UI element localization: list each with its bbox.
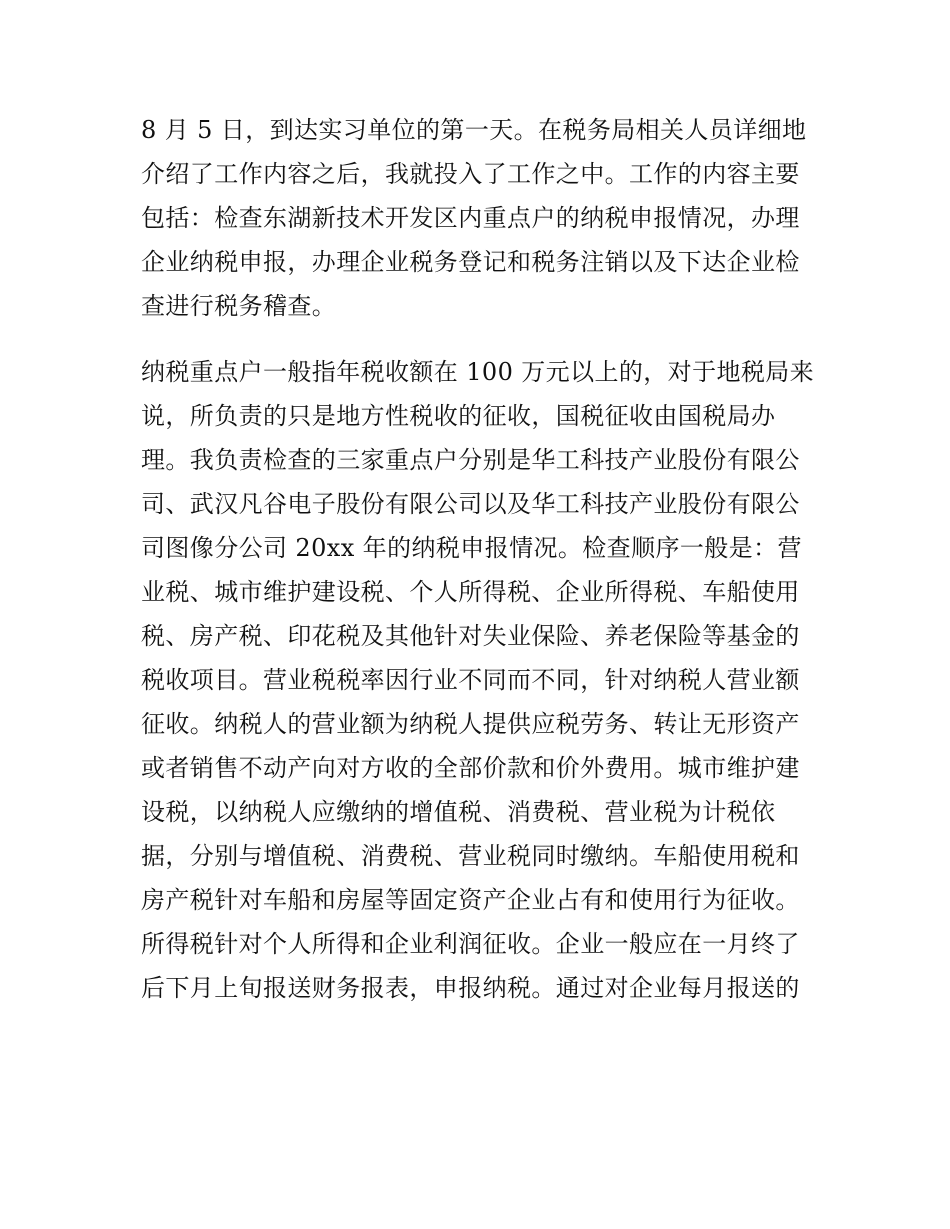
text-line: 税、房产税、印花税及其他针对失业保险、养老保险等基金的: [141, 622, 800, 650]
paragraph-internship-first-day: [141, 108, 813, 328]
text-line: 业税、城市维护建设税、个人所得税、企业所得税、车船使用: [141, 578, 800, 606]
text-line: 介绍了工作内容之后，我就投入了工作之中。工作的内容主要: [141, 160, 800, 188]
text-line: 后下月上旬报送财务报表，申报纳税。通过对企业每月报送的: [141, 974, 800, 1002]
paragraph-key-taxpayers: [141, 350, 813, 1010]
text-line: 说，所负责的只是地方性税收的征收，国税征收由国税局办: [141, 402, 776, 430]
text-line: 司、武汉凡谷电子股份有限公司以及华工科技产业股份有限公: [141, 490, 800, 518]
text-line: 理。我负责检查的三家重点户分别是华工科技产业股份有限公: [141, 446, 800, 474]
text-line: 司图像分公司 20xx 年的纳税申报情况。检查顺序一般是：营: [141, 534, 802, 562]
text-line: 或者销售不动产向对方收的全部价款和价外费用。城市维护建: [141, 754, 800, 782]
text-line: 纳税重点户一般指年税收额在 100 万元以上的，对于地税局来: [141, 358, 815, 386]
text-line: 税收项目。营业税税率因行业不同而不同，针对纳税人营业额: [141, 666, 800, 694]
text-line: 据，分别与增值税、消费税、营业税同时缴纳。车船使用税和: [141, 842, 800, 870]
text-line: 设税，以纳税人应缴纳的增值税、消费税、营业税为计税依: [141, 798, 776, 826]
text-line: 企业纳税申报，办理企业税务登记和税务注销以及下达企业检: [141, 248, 800, 276]
text-line: 8 月 5 日，到达实习单位的第一天。在税务局相关人员详细地: [141, 116, 807, 144]
text-line: 房产税针对车船和房屋等固定资产企业占有和使用行为征收。: [141, 886, 800, 914]
text-line: 查进行税务稽查。: [141, 292, 337, 320]
text-line: 所得税针对个人所得和企业利润征收。企业一般应在一月终了: [141, 930, 800, 958]
text-line: 包括：检查东湖新技术开发区内重点户的纳税申报情况，办理: [141, 204, 800, 232]
text-line: 征收。纳税人的营业额为纳税人提供应税劳务、转让无形资产: [141, 710, 800, 738]
